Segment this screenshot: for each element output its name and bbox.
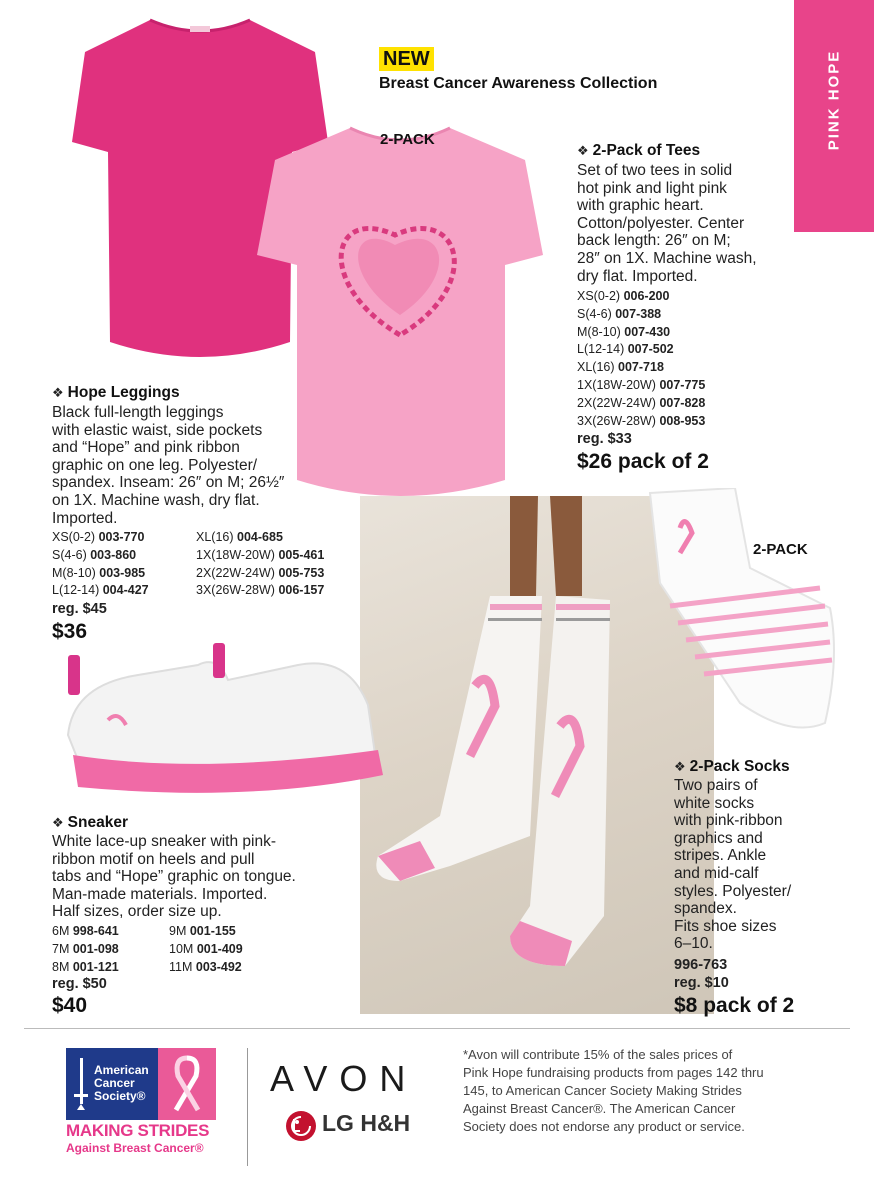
disclaimer-line: Pink Hope fundraising products from pages 142 thru [463,1065,764,1080]
acs-logo [66,1048,216,1120]
acs-line: Society® [94,1089,146,1103]
size-row: L(12-14) 004-427 [52,583,149,598]
desc-line: stripes. Ankle [674,847,767,865]
desc-line: and mid-calf [674,864,759,882]
diamond-icon: ❖ [674,759,686,774]
desc-line: back length: 26″ on M; [577,232,731,250]
light-pink-tee-image[interactable] [255,120,545,505]
size-row: 9M 001-155 [169,924,236,938]
socks-title-text: 2-Pack Socks [689,758,790,775]
size-row: XL(16) 004-685 [196,530,283,544]
size-row: 3X(26W-28W) 006-157 [196,583,325,598]
socks-title [674,758,790,776]
size-row: M(8-10) 003-985 [52,565,146,580]
desc-line: with graphic heart. [577,197,704,215]
socks-item-code: 996-763 [674,957,728,973]
collection-title: Breast Cancer Awareness Collection [379,75,658,92]
acs-line: American [94,1063,149,1077]
sneaker-title-text: Sneaker [67,814,128,831]
desc-line: styles. Polyester/ [674,882,792,900]
desc-line: on 1X. Machine wash, dry flat. [52,491,260,509]
lg-face-icon [286,1111,316,1141]
size-row: XL(16) 007-718 [577,360,664,375]
acs-name [94,1064,149,1103]
leggings-size-list [52,529,376,600]
desc-line: 28″ on 1X. Machine wash, [577,249,757,267]
tees-sale-price: $26 pack of 2 [577,450,709,473]
acs-logo-pink-panel [158,1048,216,1120]
tees-reg-price: reg. $33 [577,431,632,447]
footer-divider [24,1028,850,1029]
socks-pack-label: 2-PACK [753,541,808,558]
pink-ribbon-icon [158,1048,216,1120]
sneaker-title [52,814,128,832]
acs-line: Cancer [94,1076,135,1090]
size-row: 2X(22W-24W) 007-828 [577,395,706,410]
desc-line: white socks [674,794,755,812]
desc-line: with pink-ribbon [674,812,783,830]
desc-line: Man-made materials. Imported. [52,885,268,903]
desc-line: Two pairs of [674,777,758,794]
size-row: 11M 003-492 [169,959,242,974]
size-row: 1X(18W-20W) 005-461 [196,547,325,562]
sword-icon [72,1058,90,1110]
making-strides-title: MAKING STRIDES [66,1121,210,1140]
desc-line: spandex. Inseam: 26″ on M; 26½″ [52,474,285,492]
lg-logo-icon [286,1111,316,1141]
disclaimer [463,1046,823,1136]
socks-sale-price: $8 pack of 2 [674,994,795,1017]
new-badge: NEW [379,47,434,71]
leggings-title-text: Hope Leggings [67,384,180,401]
disclaimer-line: *Avon will contribute 15% of the sales prices of [463,1047,733,1062]
size-row: S(4-6) 007-388 [577,306,662,321]
tees-title [577,142,700,160]
sneaker-description [52,833,296,921]
sneaker-sale-price: $40 [52,994,88,1017]
disclaimer-line: Society does not endorse any product or service. [463,1119,745,1134]
making-strides-subtitle: Against Breast Cancer® [66,1141,204,1155]
tees-title-text: 2-Pack of Tees [592,142,701,159]
footer-vertical-divider [247,1048,248,1166]
desc-line: with elastic waist, side pockets [52,421,263,439]
size-row: 10M 001-409 [169,941,243,956]
leggings-title [52,384,180,402]
size-row: XS(0-2) 003-770 [52,530,145,544]
tees-size-list [577,288,705,430]
leggings-description [52,404,284,527]
size-row: 8M 001-121 [52,959,119,974]
tees-description [577,162,757,285]
diamond-icon: ❖ [52,815,64,830]
disclaimer-line: 145, to American Cancer Society Making Strides [463,1083,742,1098]
sneaker-reg-price: reg. $50 [52,976,107,992]
desc-line: Fits shoe sizes [674,917,777,935]
desc-line: hot pink and light pink [577,179,727,197]
diamond-icon: ❖ [577,143,589,158]
size-row: 7M 001-098 [52,941,119,956]
desc-line: ribbon motif on heels and pull [52,850,255,868]
leggings-reg-price: reg. $45 [52,601,107,617]
sneaker-image[interactable] [48,625,388,805]
socks-description [674,777,791,953]
ankle-sock-image[interactable] [640,488,840,738]
size-row: 2X(22W-24W) 005-753 [196,565,325,580]
tees-pack-label: 2-PACK [380,131,435,148]
desc-line: Imported. [52,509,118,527]
size-row: S(4-6) 003-860 [52,547,137,562]
acs-logo-blue-panel [66,1048,158,1120]
desc-line: Half sizes, order size up. [52,903,222,921]
desc-line: Cotton/polyester. Center [577,214,745,232]
desc-line: spandex. [674,900,737,918]
desc-line: Set of two tees in solid [577,162,733,179]
size-row: M(8-10) 007-430 [577,324,671,339]
socks-reg-price: reg. $10 [674,975,729,991]
size-row: L(12-14) 007-502 [577,342,674,357]
section-tab [794,0,874,232]
size-row: 3X(26W-28W) 008-953 [577,413,706,428]
desc-line: White lace-up sneaker with pink- [52,833,276,850]
desc-line: dry flat. Imported. [577,267,698,285]
desc-line: and “Hope” and pink ribbon [52,439,240,457]
desc-line: graphics and [674,829,763,847]
diamond-icon: ❖ [52,385,64,400]
section-tab-label: PINK HOPE [825,49,843,151]
avon-logo: AVON [270,1058,418,1099]
size-row: XS(0-2) 006-200 [577,289,670,303]
desc-line: Black full-length leggings [52,404,224,421]
desc-line: graphic on one leg. Polyester/ [52,456,258,474]
desc-line: 6–10. [674,935,713,953]
size-row: 6M 998-641 [52,924,119,938]
leggings-sale-price: $36 [52,620,88,643]
desc-line: tabs and “Hope” graphic on tongue. [52,868,296,886]
lg-hh-logo: LG H&H [322,1110,411,1136]
disclaimer-line: Against Breast Cancer®. The American Cancer [463,1101,736,1116]
sneaker-size-list [52,923,299,976]
size-row: 1X(18W-20W) 007-775 [577,377,706,392]
